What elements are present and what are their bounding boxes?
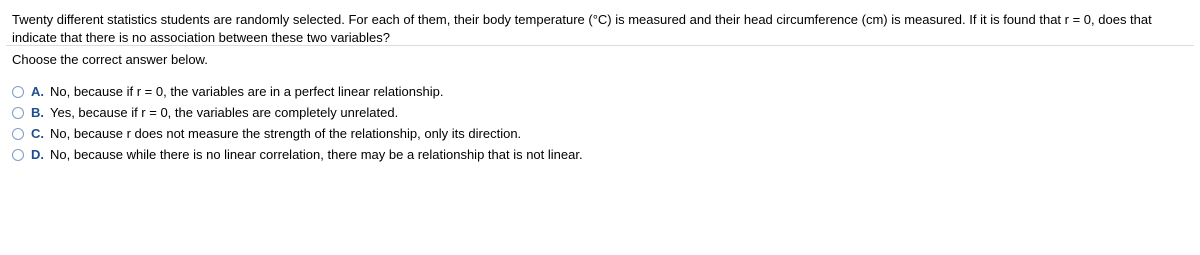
option-b[interactable]	[12, 102, 583, 123]
option-letter: A.	[31, 84, 44, 99]
divider	[6, 45, 1194, 46]
radio-button-icon[interactable]	[12, 149, 24, 161]
option-text: No, because if r = 0, the variables are in a perfect linear relationship.	[50, 84, 444, 99]
radio-button-icon[interactable]	[12, 128, 24, 140]
option-letter: D.	[31, 147, 44, 162]
instruction-text: Choose the correct answer below.	[12, 52, 208, 67]
radio-button-icon[interactable]	[12, 86, 24, 98]
option-text: No, because while there is no linear correlation, there may be a relationship that is not linear.	[50, 147, 583, 162]
option-letter: B.	[31, 105, 44, 120]
option-text: Yes, because if r = 0, the variables are completely unrelated.	[50, 105, 399, 120]
question-text: Twenty different statistics students are randomly selected. For each of them, their body temperature (°C) is measured and their head circumference (cm) is measured. If it is found that r = 0, does that indicate that there is no association between these two variables?	[12, 12, 1152, 45]
answer-options	[12, 81, 583, 165]
radio-button-icon[interactable]	[12, 107, 24, 119]
option-a[interactable]	[12, 81, 583, 102]
option-d[interactable]	[12, 144, 583, 165]
option-text: No, because r does not measure the strength of the relationship, only its direction.	[50, 126, 522, 141]
option-letter: C.	[31, 126, 44, 141]
option-c[interactable]	[12, 123, 583, 144]
